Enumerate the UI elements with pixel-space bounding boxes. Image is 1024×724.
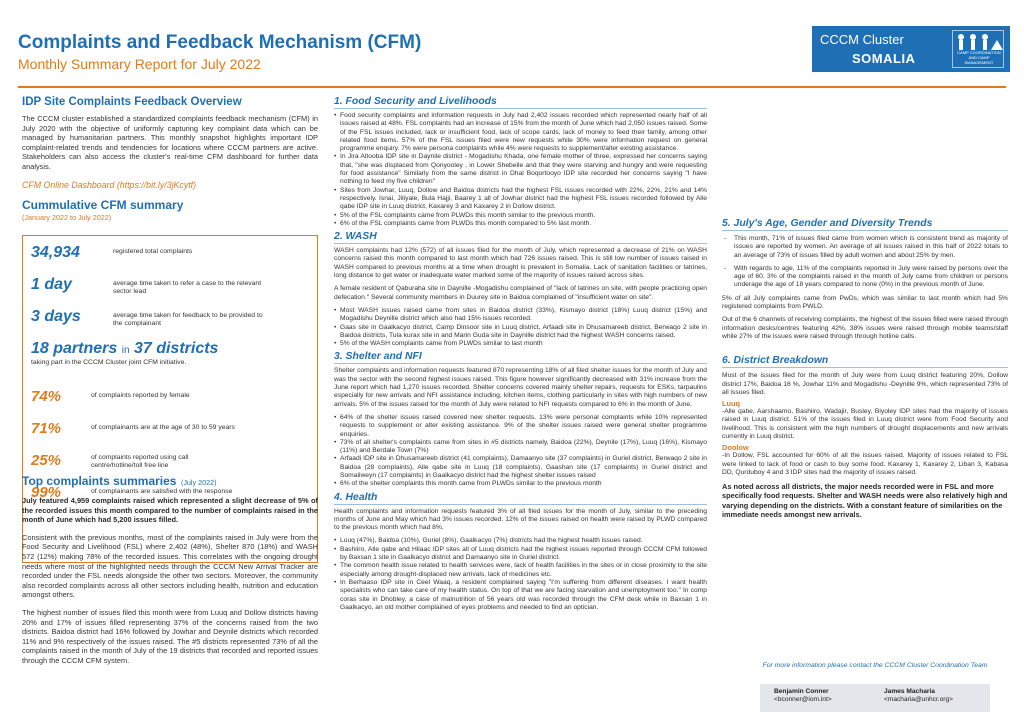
health-bullet: • Bashiiro, Alle qabe and Hilaac IDP sites all of Luuq districts had the highest issues reported through CCCM CFM followed by Baxsan 1 site in Gaalkacyo district and Damaanyo site in Guriel district.: [334, 546, 707, 563]
shelter-bullet: • Arfaadi IDP site in Dhusamareeb district (41 complaints), Damaanyo site (37 complaints) in Guriel district, Berwaqo 2 site in Baidoa (28 complaints), Alle qabe site in Luuq (18 complaints), Gaashan site (17 complaints) in Guriel district and Somaliweyn (17 complaints) in Gaalkacyo district had the highest shelter issues raised: [334, 455, 707, 480]
contact-name: James Macharia: [884, 688, 935, 695]
report-title: Complaints and Feedback Mechanism (CFM): [18, 32, 422, 53]
stat-value: 18 partners: [31, 340, 118, 357]
cumulative-period: (January 2022 to July 2022): [22, 212, 112, 222]
health-bullet: • The common health issue related to health services were, lack of health facilities in the sites or in close proximity to the site especially among drought-displaced new arrivals, lack of medicines etc.: [334, 562, 707, 579]
stat-age: [31, 420, 313, 446]
age-gender-heading: 5. July's Age, Gender and Diversity Trends: [722, 218, 1008, 231]
stat-value: 25%: [31, 452, 62, 469]
contact-note: For more information please contact the CCCM Cluster Coordination Team: [762, 662, 988, 669]
district-name-doolow: Doolow: [722, 443, 749, 453]
stat-label: of complainants are at the age of 30 to 59 years: [91, 424, 235, 431]
shelter-bullet: • 6% of the shelter complaints this month came from PLWDs similar to the previous month: [334, 480, 707, 488]
contact-person-2: [884, 688, 953, 704]
wash-bullet: • Most WASH issues raised came from sites in Baidoa district (33%), Kismayo district (18%) Luuq district (15%) and Mogadishu Deynille district which also had 15% issues recorded.: [334, 307, 707, 324]
stat-label: average time taken to refer a case to the relevant sector lead: [113, 280, 262, 296]
stat-value: 1 day: [31, 276, 72, 293]
age-gender-point: - With regards to age, 11% of the complaints reported in July were raised by persons over the age of 60. 3% of the complaints raised in the month of July came from children or persons underage the age of 18 years compared to none (0%) in the previous month of June.: [722, 265, 1008, 290]
shelter-bullet: • 64% of the shelter issues raised covered new shelter requests. 13% were personal complaints while 10% represented requests to supplement or alter existing assistance. 9% of the shelter issues raised were general shelter programme enquiries.: [334, 414, 707, 439]
stat-refer-time: [31, 276, 313, 302]
middle-column: [334, 96, 707, 612]
contact-email[interactable]: <macharia@unhcr.org>: [884, 696, 954, 704]
contact-box: [760, 684, 990, 712]
fsl-bullet: • 6% of the FSL complaints came from PLWDs this month compared to 5% last month.: [334, 220, 707, 228]
fsl-bullet: • 5% of the FSL complaints came from PLWDs this month similar to the previous month.: [334, 212, 707, 220]
wash-bullet: • 5% of the WASH complaints came from PLWDs similar to last month: [334, 340, 707, 348]
stat-districts: 37 districts: [133, 340, 219, 357]
stat-label: of complaints reported by female: [91, 392, 190, 399]
district-closing: As noted across all districts, the major needs recorded were in FSL and more specifically food requests. Shelter and WASH needs were also relatively high and varying depending on the districts. With a constant feature of similarities on the immediate needs amongst new arrivals.: [722, 482, 1008, 519]
health-bullet: • In Berhaaso IDP site in Ceel Waaq, a resident complained saying "I'm suffering from different diseases. I want health specialists who can take care of my health status. On top of that we are facing starvation and unemployment too." In comp coras site in Dhobley, a case of malnutrition of 56 years old was recorded through the CFM desk while in Baxsan 1 in Gaalkacyo, an old mother complained of eyes problems and needed to find an optician.: [334, 579, 707, 612]
top-complaints-heading: Top complaints summaries: [22, 474, 177, 488]
stat-value: 71%: [31, 420, 62, 437]
top-complaints-period: (July 2022): [180, 478, 217, 487]
wash-paragraph: A female resident of Qaburaha site in Daynille -Mogadishu complained of "lack of latrines on site, with people practicing open defecation." Several community members in Duurey site in Baidoa complained of "insufficient water on site".: [334, 285, 707, 301]
district-heading: 6. District Breakdown: [722, 355, 1008, 368]
cluster-country: SOMALIA: [852, 51, 916, 66]
health-paragraph: Health complaints and information requests featured 3% of all filed issues for the month of July, similar to the preceding months of June and May which had 3% issues recorded. 12% of the issues raised on health were raised by PLWD compared to the previous month which had 8%.: [334, 507, 707, 532]
stat-value: 3 days: [31, 308, 81, 325]
stat-partners: [31, 340, 313, 374]
right-column: [722, 218, 1008, 519]
stat-connector: in: [121, 345, 130, 356]
district-text-doolow: -In Dollow, FSL accounted for 60% of all the issues raised. Majority of issues related to FSL were linked to lack of food or cash to buy some food. Kaxarey 1, Kaxarey 2, Liban 3, Kabasa DD, Qurduboy 4 and 3 IDP sites had the majority of issues raised.: [722, 452, 1008, 476]
fsl-heading: 1. Food Security and Livelihoods: [334, 96, 707, 109]
contact-name: Benjamin Conner: [774, 688, 829, 695]
stat-feedback-time: [31, 308, 313, 334]
stat-label: of complainants are satisfied with the response: [91, 488, 233, 495]
shelter-heading: 3. Shelter and NFI: [334, 351, 707, 364]
fsl-bullet: • In Jira Altooba IDP site in Daynile district - Mogadishu Khada, one female mother of three, expressed her concerns saying that, "she was displaced from Qonyooley , in Lower Shebelle and that they were starving and hungry and were requesting for food assistance" Similarly from the same district in Dhal Boqortooyo IDP site recorded her concerns saying "I have nothing to feed my five children": [334, 153, 707, 186]
stat-registered: [31, 244, 313, 270]
cluster-brand-box: [812, 26, 1010, 72]
top-complaints-lead: July featured 4,959 complaints raised which represented a slight decrease of 5% of the recorded issues this month compared to the number of complaints raised in the month of June which had 5,200 issues filled.: [22, 496, 318, 525]
contact-note-block: [760, 662, 990, 670]
cccm-logo-icon: [952, 30, 1004, 68]
shelter-paragraph: Shelter complaints and information requests featured 870 representing 18% of all filed shelter issues for the month of July and was the sector with the second highest issues raised. This figure however significantly decreased with 31% increase from the June report which had 1,270 issues recorded. Shelter concerns covered mainly shelter repairs, requests for ESKs, tarpaulins especially for new arrivals and NFI assistance including, kitchen items, clothing particularly in sites with high numbers of new arrivals. 5% of the issues raised for the month of July were related to NFI requests compared to 6% in the month of June.: [334, 367, 707, 408]
overview-heading: IDP Site Complaints Feedback Overview: [22, 96, 242, 108]
shelter-bullet: • 73% of all shelter's complaints came from sites in #5 districts namely, Baidoa (22%), Deynile (17%), Luuq (16%), Kismayo (11%) and Berdale Town (7%): [334, 439, 707, 456]
stat-label: average time taken for feedback to be provided to the complainant: [113, 312, 263, 328]
district-name-luuq: Luuq: [722, 399, 741, 409]
fsl-bullet: • Sites from Jowhar, Luuq, Dollow and Baidoa districts had the highest FSL issues recorded with 22%, 22%, 21% and 14% respectively. Isnai, Jiliyale, Bula Hajji, Baarey 1 all of Jowhar district had the highest FSL issues recorded followed by Alle qabe IDP site in Luuq district, Kaxarey 3 and Kaxarey 2 in Dollow district.: [334, 187, 707, 212]
cumulative-heading: Cummulative CFM summary: [22, 197, 184, 212]
logo-tagline: CAMP COORDINATION AND CAMP MANAGEMENT: [957, 50, 1001, 65]
header-divider: [18, 86, 1006, 88]
overview-text: The CCCM cluster established a standardized complaints feedback mechanism (CFM) in July 2020 with the objective of uniformly capturing key complaint data which can be managed by humanitarian partners. This monthly snapshot highlights important IDP complaint-related trends and tendencies for locations where CCCM partners are active. Stakeholders can also access the cluster's real-time CFM dashboard for further data analysis.: [22, 114, 318, 171]
report-subtitle: Monthly Summary Report for July 2022: [18, 56, 261, 72]
wash-heading: 2. WASH: [334, 231, 707, 244]
cluster-name: CCCM Cluster: [820, 32, 904, 47]
stat-value: 74%: [31, 388, 62, 405]
health-heading: 4. Health: [334, 492, 707, 505]
contact-person-1: [774, 688, 832, 704]
district-text-luuq: -Alle qabe, Aarshaamo, Bashiiro, Wadajir, Busley, Biyoley IDP sites had the majority of issues raised in Luuq district. 51% of the issues filed in Luuq district were from Food Security and livelihood. This is consistent with the high numbers of drought displacements and new arrivals currently in Luuq district.: [722, 408, 1008, 441]
stat-value: 34,934: [31, 244, 80, 261]
top-complaints-section: [22, 472, 318, 666]
stat-label: taking part in the CCCM Cluster joint CFM initiative.: [31, 359, 187, 366]
stat-value: 99%: [31, 484, 62, 501]
fsl-bullet: • Food security complaints and information requests in July had 2,402 issues recorded which represented nearly half of all issues raised at 48%. FSL complaints had an increase of 15% from the month of June which had 2,050 issues raised. Some of the FSL issues included, lack or insufficient food, lack of scope cards, lack of money to feed their family, among other related food items. 57% of the FSL issues filed were new requests while 30% were information request on general programme enquiry. 7% were persona complaints while 4% were requests to supplement/alter existing assistance.: [334, 112, 707, 153]
wash-paragraph: WASH complaints had 12% (572) of all issues filed for the month of July, which represented a decrease of 21% on WASH concerns raised this month compared to last month which had 726 issues raised. This is still low number of issues raised in WASH compared to previous months at a time when drought is prevalent in Somalia. Lack of sanitation facilities or latrines, long distance to get water or inadequate water marked some of the majority of issues raised across sites.: [334, 247, 707, 280]
stat-female: [31, 388, 313, 414]
health-bullet: • Luuq (47%), Baidoa (10%), Guriel (8%), Gaalkacyo (7%) districts had the highest health issues raised.: [334, 537, 707, 545]
report-header: [0, 0, 1024, 82]
district-intro: Most of the issues filed for the month of July were from Luuq district featuring 20%, Dollow district 17%, Baidoa 16 %, Jowhar 11% and Mogadishu -Deynille 9%, which represented 73% of all issues filed.: [722, 372, 1008, 396]
age-gender-point: - This month, 71% of issues filed came from women which is consistent trend as majority of issues are reported by women. An average of all issues raised in this half of 2022 totals to an average of 73% of issues filled by adult women and about 25% by men.: [722, 235, 1008, 260]
top-complaints-paragraph: Consistent with the previous months, most of the complaints raised in July were from the Food Security and Livelihood (FSL) where 2,402 (48%), Shelter 870 (18%) and WASH 572 (12%) making 78% of the recorded issues. This correlates with the ongoing drought needs where most of the highlighted needs through the CCCM New Arrival Tracker are recorded under the FSL needs alongside the other two sectors. Moreover, the community also recorded complaints across all other sectors including health, nutrition and education amongst others.: [22, 532, 318, 600]
age-gender-paragraph: 5% of all July complaints came from PwDs, which was similar to last month which had 5% registered complaints from PWLD.: [722, 294, 1008, 311]
dashboard-link[interactable]: CFM Online Dashboard (https://bit.ly/3jKcytf): [22, 179, 197, 190]
top-complaints-paragraph: The highest number of issues filed this month were from Luuq and Dollow districts having 20% and 17% of issues filled representing 37% of the concerns raised from the two districts. Baidoa district had 16% followed by Jowhar and Deynile districts which recorded 11% and 9% respectively of the issues raised. The #5 districts represented 73% of all the complaints raised in the month of July of the 19 districts that recorded and reported issues through the CCCM CFM system.: [22, 607, 318, 665]
wash-bullet: • Gaas site in Gaalkacyo district, Camp Dinsoor site in Luuq district, Arfaadi site in Dhusamareeb district, Berwaqo 2 site in Baidoa districts, Tula kurax site in and Marin Guda site in Daynille district had the highest WASH concerns raised.: [334, 324, 707, 341]
contact-email[interactable]: <bconner@iom.int>: [774, 696, 832, 704]
stat-label: registered total complaints: [113, 248, 193, 255]
age-gender-paragraph: Out of the 6 channels of receiving complaints, the highest of the issues filled were raised through information desks/centres featuring 42%, 38% issues were raised through mobile teams/staff while 27% of the issues were raised through through hotline calls.: [722, 316, 1008, 340]
left-column: [22, 96, 318, 665]
stat-label: of complaints reported using call centre/hotline/toll free line: [91, 454, 189, 470]
